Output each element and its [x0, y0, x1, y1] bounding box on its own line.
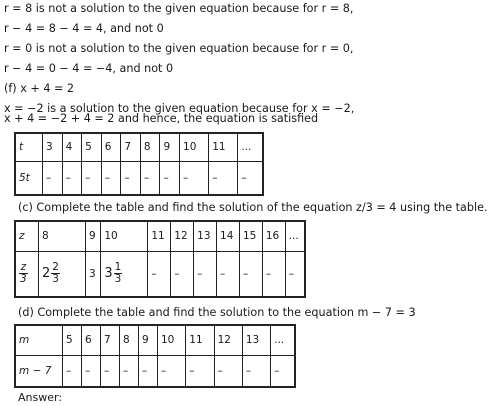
- text-line-5: (f) x + 4 = 2: [4, 82, 75, 95]
- table-cell: ...: [238, 133, 263, 161]
- table-cell: –: [171, 251, 194, 297]
- table-cell: 9: [139, 325, 158, 355]
- table-m: [14, 324, 296, 388]
- table-row: [15, 251, 305, 297]
- text-line-4: r − 4 = 0 − 4 = −4, and not 0: [4, 62, 174, 75]
- fraction-denominator: 3: [52, 273, 59, 286]
- table-cell: [101, 251, 148, 297]
- text-line-1: r = 8 is not a solution to the given equation because for r = 8,: [4, 2, 354, 15]
- fraction-numerator: 2: [52, 261, 59, 274]
- table-cell: –: [62, 161, 82, 195]
- table-cell: 5t: [15, 161, 43, 195]
- table-cell: –: [285, 251, 305, 297]
- table-z: [14, 220, 306, 298]
- table-cell: –: [82, 355, 101, 387]
- text-line-7: x + 4 = −2 + 4 = 2 and hence, the equation is satisfied: [4, 112, 319, 125]
- table-cell: 7: [121, 133, 141, 161]
- fraction-numerator: z: [20, 261, 27, 274]
- table-cell: 10: [158, 325, 186, 355]
- table-cell: 12: [171, 221, 194, 251]
- fraction-numerator: 1: [114, 261, 122, 274]
- table-cell: –: [121, 161, 141, 195]
- table-cell: –: [214, 355, 242, 387]
- table-cell: –: [160, 161, 180, 195]
- mixed-whole: 3: [104, 266, 113, 282]
- table-cell: –: [101, 355, 120, 387]
- table-cell: m: [15, 325, 63, 355]
- table-row: [15, 133, 263, 161]
- table-cell: 16: [262, 221, 285, 251]
- table-cell: 9: [86, 221, 101, 251]
- text-line-2: r − 4 = 8 − 4 = 4, and not 0: [4, 22, 164, 35]
- table-cell: 4: [62, 133, 82, 161]
- table-cell: –: [209, 161, 238, 195]
- table-cell: 13: [194, 221, 217, 251]
- table-cell: 11: [186, 325, 214, 355]
- table-cell: –: [239, 251, 262, 297]
- heading-c: (c) Complete the table and find the solution of the equation z/3 = 4 using the table.: [18, 201, 488, 214]
- table-cell: m − 7: [15, 355, 63, 387]
- fraction: [19, 262, 28, 285]
- table-cell: 10: [101, 221, 148, 251]
- mixed-number: [104, 262, 122, 285]
- table-cell: –: [63, 355, 82, 387]
- table-row: [15, 325, 295, 355]
- table-cell: –: [158, 355, 186, 387]
- table-cell: 11: [148, 221, 171, 251]
- table-cell: –: [101, 161, 121, 195]
- text-line-7-cut: [4, 112, 319, 125]
- table-cell: –: [194, 251, 217, 297]
- table-cell: 5: [63, 325, 82, 355]
- table-row: [15, 355, 295, 387]
- table-cell: 8: [120, 325, 139, 355]
- table-cell: z: [15, 221, 39, 251]
- table-cell: –: [120, 355, 139, 387]
- mixed-number: [42, 262, 60, 285]
- table-cell: –: [186, 355, 214, 387]
- table-cell: 5: [82, 133, 102, 161]
- table-cell: 9: [160, 133, 180, 161]
- table-cell: ...: [271, 325, 295, 355]
- table-cell: –: [238, 161, 263, 195]
- table-cell: –: [148, 251, 171, 297]
- table-cell: 14: [217, 221, 240, 251]
- table-cell: –: [82, 161, 102, 195]
- table-cell: 3: [43, 133, 63, 161]
- table-cell: –: [242, 355, 270, 387]
- table-cell: 6: [82, 325, 101, 355]
- table-row: [15, 221, 305, 251]
- table-cell: –: [180, 161, 209, 195]
- fraction-denominator: 3: [114, 273, 122, 286]
- text-line-6: x = −2 is a solution to the given equation because for x = −2,: [4, 102, 355, 115]
- answer-label: Answer:: [18, 391, 63, 404]
- fraction: [51, 262, 60, 285]
- table-cell: [15, 251, 39, 297]
- fraction-denominator: 3: [20, 273, 27, 286]
- table-row: [15, 161, 263, 195]
- table-cell: 3: [86, 251, 101, 297]
- table-cell: 10: [180, 133, 209, 161]
- heading-d: (d) Complete the table and find the solution to the equation m − 7 = 3: [18, 306, 416, 319]
- table-cell: ...: [285, 221, 305, 251]
- table-cell: 7: [101, 325, 120, 355]
- fraction: [114, 262, 123, 285]
- table-cell: –: [262, 251, 285, 297]
- table-cell: 6: [101, 133, 121, 161]
- table-cell: –: [271, 355, 295, 387]
- table-cell: –: [217, 251, 240, 297]
- table-cell: 11: [209, 133, 238, 161]
- table-cell: 13: [242, 325, 270, 355]
- table-cell: –: [139, 355, 158, 387]
- table-cell: –: [140, 161, 160, 195]
- mixed-whole: 2: [42, 266, 51, 282]
- table-cell: –: [43, 161, 63, 195]
- table-cell: [39, 251, 86, 297]
- table-cell: 8: [140, 133, 160, 161]
- table-t: [14, 132, 264, 196]
- table-cell: 15: [239, 221, 262, 251]
- table-cell: t: [15, 133, 43, 161]
- table-cell: 8: [39, 221, 86, 251]
- table-cell: 12: [214, 325, 242, 355]
- text-line-3: r = 0 is not a solution to the given equation because for r = 0,: [4, 42, 354, 55]
